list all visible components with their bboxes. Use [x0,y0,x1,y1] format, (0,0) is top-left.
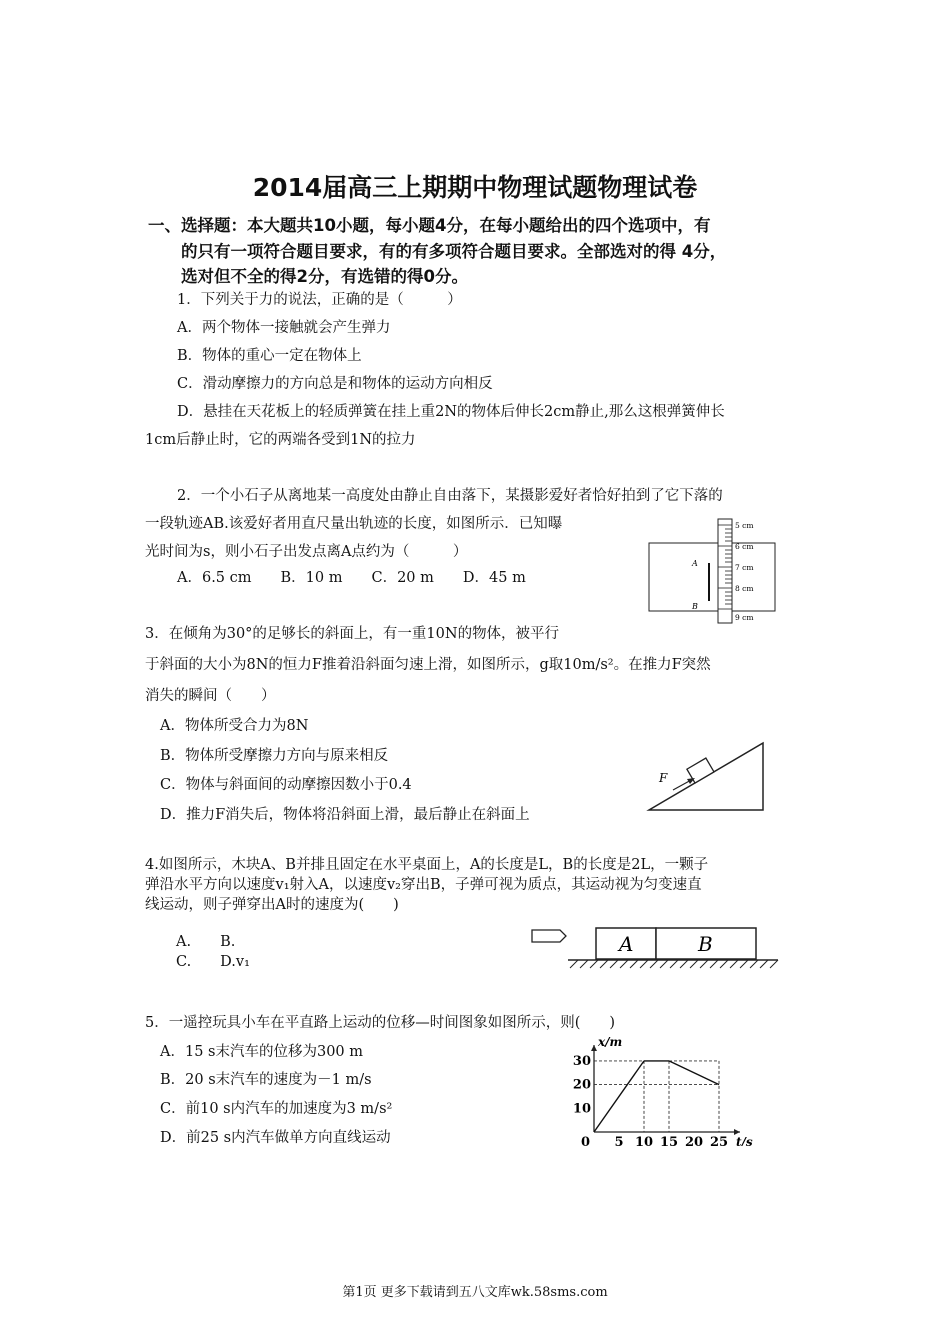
q3-option-a: A．物体所受合力为8N [160,718,309,734]
page-footer: 第1页 更多下载请到五八文库wk.58sms.com [342,1285,608,1300]
q1-option-d-line-1: D．悬挂在天花板上的轻质弹簧在挂上重2N的物体后伸长2cm静止,那么这根弹簧伸长 [177,404,725,420]
q3-option-c: C．物体与斜面间的动摩擦因数小于0.4 [160,777,412,793]
x-axis-label: t/s [736,1135,753,1146]
y-axis-label: x/m [598,1035,623,1049]
q4-blocks-figure [528,920,780,970]
table-hatching [570,960,778,968]
q5-option-c: C．前10 s内汽车的加速度为3 m/s² [160,1101,393,1117]
q2-stem-line-3: 光时间为s，则小石子出发点离A点约为（ ） [145,544,468,560]
q1-option-d-line-2: 1cm后静止时，它的两端各受到1N的拉力 [145,432,416,448]
series-segment-3 [669,1061,719,1085]
y-tick-label-20: 20 [572,1077,591,1093]
x-tick-label-25: 25 [709,1135,729,1146]
q5-option-a: A．15 s末汽车的位移为300 m [160,1044,364,1060]
section-heading-line-2: 的只有一项符合题目要求，有的有多项符合题目要求。全部选对的得 4分， [181,242,727,261]
y-tick-label-10: 10 [572,1101,591,1117]
q2-ruler-figure [645,515,780,627]
origin-label: 0 [580,1135,590,1146]
ruler-tick-9cm: 9 cm [735,613,754,622]
y-tick-label-30: 30 [572,1053,591,1069]
x-tick-label-20: 20 [684,1135,704,1146]
q2-options: A．6.5 cm B．10 m C．20 m D．45 m [177,570,526,586]
q5-option-d: D．前25 s内汽车做单方向直线运动 [160,1130,391,1146]
x-tick-label-15: 15 [659,1135,679,1146]
label-a: A [692,559,698,568]
photo-frame [649,543,775,611]
ruler-tick-6cm: 6 cm [735,542,754,551]
q5-xt-chart [572,1034,757,1146]
bullet [532,930,566,942]
q2-stem-line-1: 2．一个小石子从离地某一高度处由静止自由落下，某摄影爱好者恰好拍到了它下落的 [177,488,723,504]
section-heading-line-1: 一、选择题：本大题共10小题，每小题4分，在每小题给出的四个选项中，有 [148,216,711,235]
q1-option-b: B．物体的重心一定在物体上 [177,348,362,364]
q4-stem-line-2: 弹沿水平方向以速度v₁射入A，以速度v₂穿出B，子弹可视为质点，其运动视为匀变速直 [145,877,702,893]
q4-stem-line-3: 线运动，则子弹穿出A时的速度为( ) [145,897,399,913]
q1-option-c: C．滑动摩擦力的方向总是和物体的运动方向相反 [177,376,493,392]
block-a-label: A [619,932,634,956]
page-title: 2014届高三上期期中物理试题物理试卷 [252,173,698,202]
q3-incline-figure [645,738,770,814]
block-b-label: B [698,932,713,956]
force-label: F [659,771,668,785]
q5-stem: 5．一遥控玩具小车在平直路上运动的位移—时间图象如图所示，则( ) [145,1015,616,1031]
ruler-tick-8cm: 8 cm [735,584,754,593]
q2-stem-line-2: 一段轨迹AB.该爱好者用直尺量出轨迹的长度，如图所示．已知曝 [145,516,563,532]
q4-options-cd: C. D.v₁ [176,954,250,970]
y-axis-arrowhead [591,1045,597,1051]
ruler-tick-5cm: 5 cm [735,521,754,530]
section-heading-line-3: 选对但不全的得2分，有选错的得0分。 [181,267,468,286]
q5-option-b: B．20 s末汽车的速度为－1 m/s [160,1072,372,1088]
ruler-tick-7cm: 7 cm [735,563,754,572]
q3-option-d: D．推力F消失后，物体将沿斜面上滑，最后静止在斜面上 [160,807,530,823]
q1-stem: 1．下列关于力的说法，正确的是（ ） [177,292,462,308]
x-tick-label-10: 10 [634,1135,654,1146]
q3-stem-line-2: 于斜面的大小为8N的恒力F推着沿斜面匀速上滑，如图所示，g取10m/s²。在推力F突然 [145,657,711,673]
q4-options-ab: A. B. [176,934,236,950]
q1-option-a: A．两个物体一接触就会产生弹力 [177,320,391,336]
x-tick-label-5: 5 [614,1135,624,1146]
series-segment-1 [594,1061,644,1132]
q3-option-b: B．物体所受摩擦力方向与原来相反 [160,748,389,764]
label-b: B [692,602,698,611]
q3-stem-line-3: 消失的瞬间（ ） [145,688,276,704]
q3-stem-line-1: 3．在倾角为30°的足够长的斜面上，有一重10N的物体，被平行 [145,626,560,642]
q4-stem-line-1: 4.如图所示，木块A、B并排且固定在水平桌面上，A的长度是L，B的长度是2L，一颗子 [145,857,709,873]
